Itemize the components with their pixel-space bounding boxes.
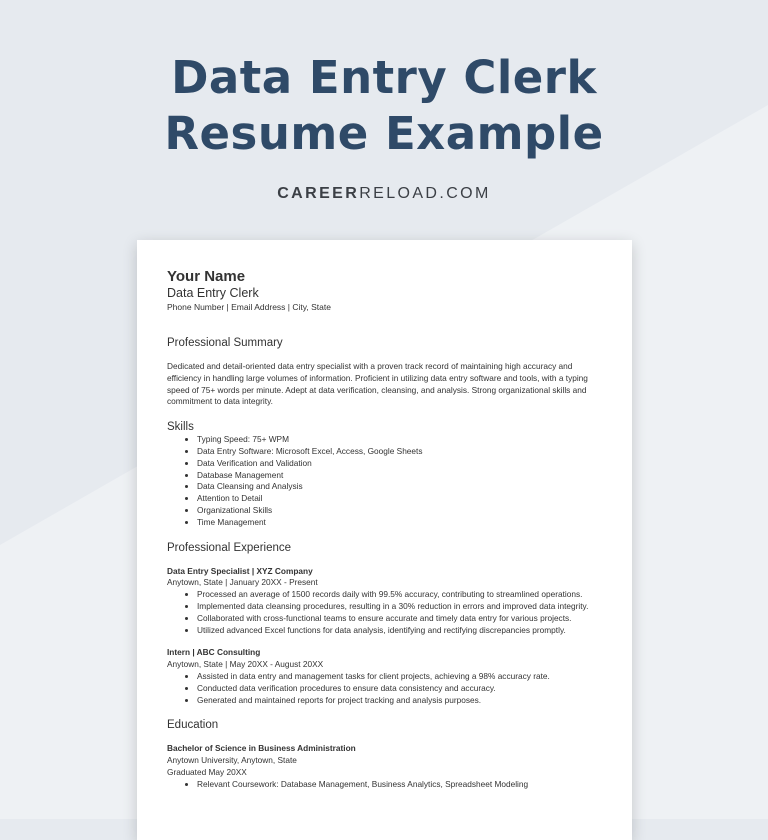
list-item: • Assisted in data entry and management tasks for client projects, achieving a 98% accuracy rate. xyxy=(197,671,607,683)
list-item: • Conducted data verification procedures to ensure data consistency and accuracy. xyxy=(197,683,607,695)
experience-heading: Professional Experience xyxy=(167,541,292,554)
degree: Bachelor of Science in Business Administration xyxy=(167,743,356,754)
list-item: • Implemented data cleansing procedures, resulting in a 30% reduction in errors and improved data integrity. xyxy=(197,601,607,613)
job-entry-1 xyxy=(167,566,607,637)
job-title: Data Entry Specialist | XYZ Company xyxy=(167,565,313,576)
list-item: • Attention to Detail xyxy=(197,493,607,505)
education-heading: Education xyxy=(167,719,219,732)
list-item: • Processed an average of 1500 records daily with 99.5% accuracy, contributing to streamlined operations. xyxy=(197,589,607,601)
list-item: • Data Entry Software: Microsoft Excel, Access, Google Sheets xyxy=(197,446,607,458)
brand-rest: RELOAD.COM xyxy=(359,185,491,202)
list-item: • Data Cleansing and Analysis xyxy=(197,481,607,493)
job-meta: Anytown, State | January 20XX - Present xyxy=(167,577,318,588)
resume-content xyxy=(167,268,607,791)
list-item: • Database Management xyxy=(197,470,607,482)
brand-wordmark xyxy=(0,185,768,203)
headline-line-1: Data Entry Clerk xyxy=(171,51,597,104)
education-bullets xyxy=(167,779,607,791)
list-item: • Relevant Coursework: Database Management, Business Analytics, Spreadsheet Modeling xyxy=(197,779,607,791)
list-item: • Generated and maintained reports for project tracking and analysis purposes. xyxy=(197,695,607,707)
job-title: Intern | ABC Consulting xyxy=(167,647,261,658)
skills-list xyxy=(167,434,607,528)
job-meta: Anytown, State | May 20XX - August 20XX xyxy=(167,659,324,670)
resume-role: Data Entry Clerk xyxy=(167,286,259,300)
skills-heading: Skills xyxy=(167,421,194,434)
list-item: • Time Management xyxy=(197,517,607,529)
graduation-date: Graduated May 20XX xyxy=(167,766,247,777)
list-item: • Collaborated with cross-functional teams to ensure accurate and timely data entry for various projects. xyxy=(197,613,607,625)
resume-paper xyxy=(137,240,632,840)
resume-name: Your Name xyxy=(167,268,246,285)
list-item: • Organizational Skills xyxy=(197,505,607,517)
summary-heading: Professional Summary xyxy=(167,337,283,349)
school: Anytown University, Anytown, State xyxy=(167,755,297,766)
brand-bold: CAREER xyxy=(277,185,360,202)
headline-line-2: Resume Example xyxy=(164,107,604,160)
list-item: • Data Verification and Validation xyxy=(197,458,607,470)
resume-contact: Phone Number | Email Address | City, State xyxy=(167,302,331,312)
summary-text: Dedicated and detail-oriented data entry specialist with a proven track record of maintaining high accuracy and efficiency in handling large volumes of information. Proficient in utilizing data entry software and tools, with a typing speed of 75+ words per minute. Adept at data verification, cleansing, and analysis. Strong organizational skills and commitment to data integrity. xyxy=(167,361,588,407)
job-bullets xyxy=(167,589,607,636)
list-item: • Typing Speed: 75+ WPM xyxy=(197,434,607,446)
job-entry-2 xyxy=(167,647,607,706)
list-item: • Utilized advanced Excel functions for data analysis, identifying and rectifying discrepancies promptly. xyxy=(197,625,607,637)
education-entry xyxy=(167,743,607,790)
job-bullets xyxy=(167,671,607,706)
page-headline xyxy=(0,50,768,162)
